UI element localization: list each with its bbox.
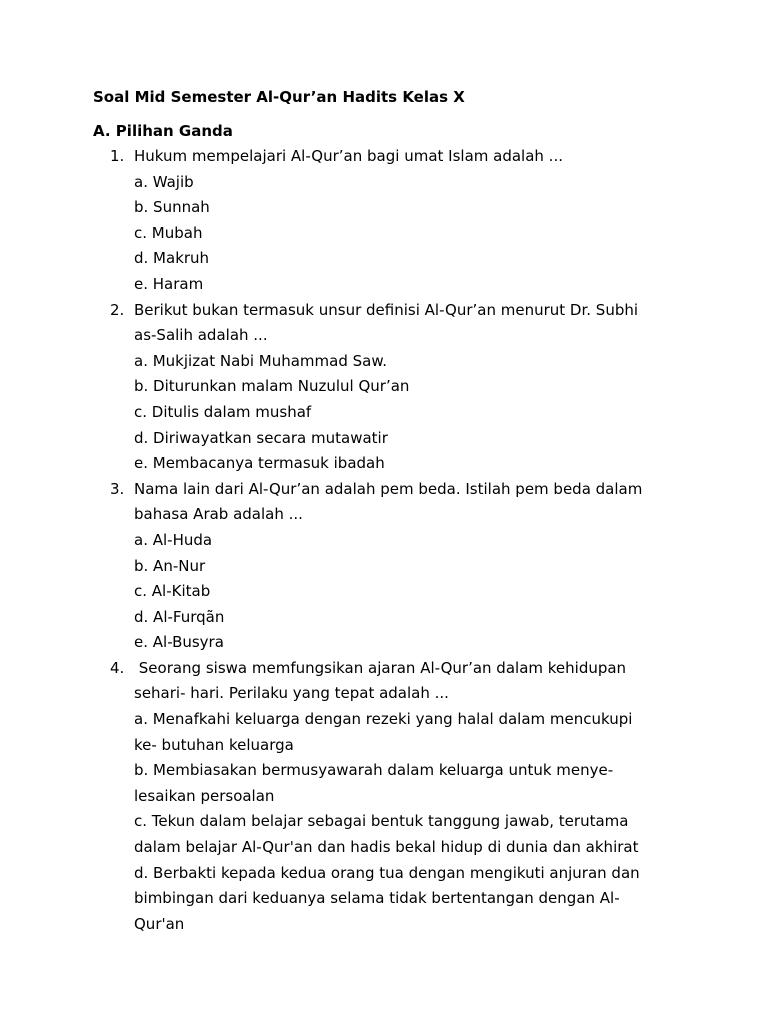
answer-option-continuation: bimbingan dari keduanya selama tidak bertentangan dengan Al- xyxy=(134,889,620,908)
answer-option: a. Menafkahi keluarga dengan rezeki yang halal dalam mencukupi xyxy=(134,710,633,729)
answer-option: d. Al-Furqãn xyxy=(134,607,225,626)
answer-option: b. Diturunkan malam Nuzulul Qur’an xyxy=(134,377,410,396)
question-text-line: Hukum mempelajari Al-Qur’an bagi umat Islam adalah ... xyxy=(134,147,563,165)
answer-option: e. Haram xyxy=(134,274,204,293)
answer-option: b. Membiasakan bermusyawarah dalam keluarga untuk menye- xyxy=(134,761,614,780)
question-text-line: as-Salih adalah ... xyxy=(134,326,268,345)
answer-option: b. Sunnah xyxy=(134,198,210,217)
question-number: 2. xyxy=(110,300,125,319)
question-list xyxy=(0,144,768,937)
question-text-line: Berikut bukan termasuk unsur definisi Al-Qur’an menurut Dr. Subhi xyxy=(134,300,639,319)
question-number: 1. xyxy=(110,147,125,165)
question-text-line: Nama lain dari Al-Qur’an adalah pem beda. Istilah pem beda dalam xyxy=(134,479,643,498)
answer-option: e. Al-Busyra xyxy=(134,633,224,652)
answer-option: a. Mukjizat Nabi Muhammad Saw. xyxy=(134,351,388,370)
question-number: 3. xyxy=(110,479,125,498)
answer-option: a. Al-Huda xyxy=(134,530,213,549)
question-text-line: sehari- hari. Perilaku yang tepat adalah ... xyxy=(134,684,449,703)
answer-option: c. Mubah xyxy=(134,223,203,242)
answer-option: c. Al-Kitab xyxy=(134,582,211,601)
answer-option: c. Ditulis dalam mushaf xyxy=(134,402,312,421)
question-text xyxy=(134,298,674,349)
question-2 xyxy=(0,298,768,477)
question-text-line: Seorang siswa memfungsikan ajaran Al-Qur’an dalam kehidupan xyxy=(134,658,627,677)
question-text xyxy=(134,144,674,170)
answer-option-continuation: lesaikan persoalan xyxy=(134,786,275,805)
section-heading: A. Pilihan Ganda xyxy=(93,122,233,140)
question-number: 4. xyxy=(110,658,125,677)
question-1 xyxy=(0,144,768,298)
answer-option: d. Berbakti kepada kedua orang tua dengan mengikuti anjuran dan xyxy=(134,863,640,882)
answer-option-continuation: dalam belajar Al-Qur'an dan hadis bekal hidup di dunia dan akhirat xyxy=(134,838,639,857)
question-text xyxy=(134,656,674,707)
page-title: Soal Mid Semester Al-Qur’an Hadits Kelas X xyxy=(93,88,465,106)
answer-option: a. Wajib xyxy=(134,172,194,191)
answer-option: e. Membacanya termasuk ibadah xyxy=(134,454,385,473)
answer-option: c. Tekun dalam belajar sebagai bentuk tanggung jawab, terutama xyxy=(134,812,629,831)
question-4 xyxy=(0,656,768,938)
question-text xyxy=(134,477,674,528)
answer-option: d. Diriwayatkan secara mutawatir xyxy=(134,428,388,447)
answer-option: d. Makruh xyxy=(134,249,210,268)
answer-option: b. An-Nur xyxy=(134,556,206,575)
question-3 xyxy=(0,477,768,656)
answer-option-continuation: Qur'an xyxy=(134,914,185,933)
question-text-line: bahasa Arab adalah ... xyxy=(134,505,303,524)
answer-option-continuation: ke- butuhan keluarga xyxy=(134,735,294,754)
